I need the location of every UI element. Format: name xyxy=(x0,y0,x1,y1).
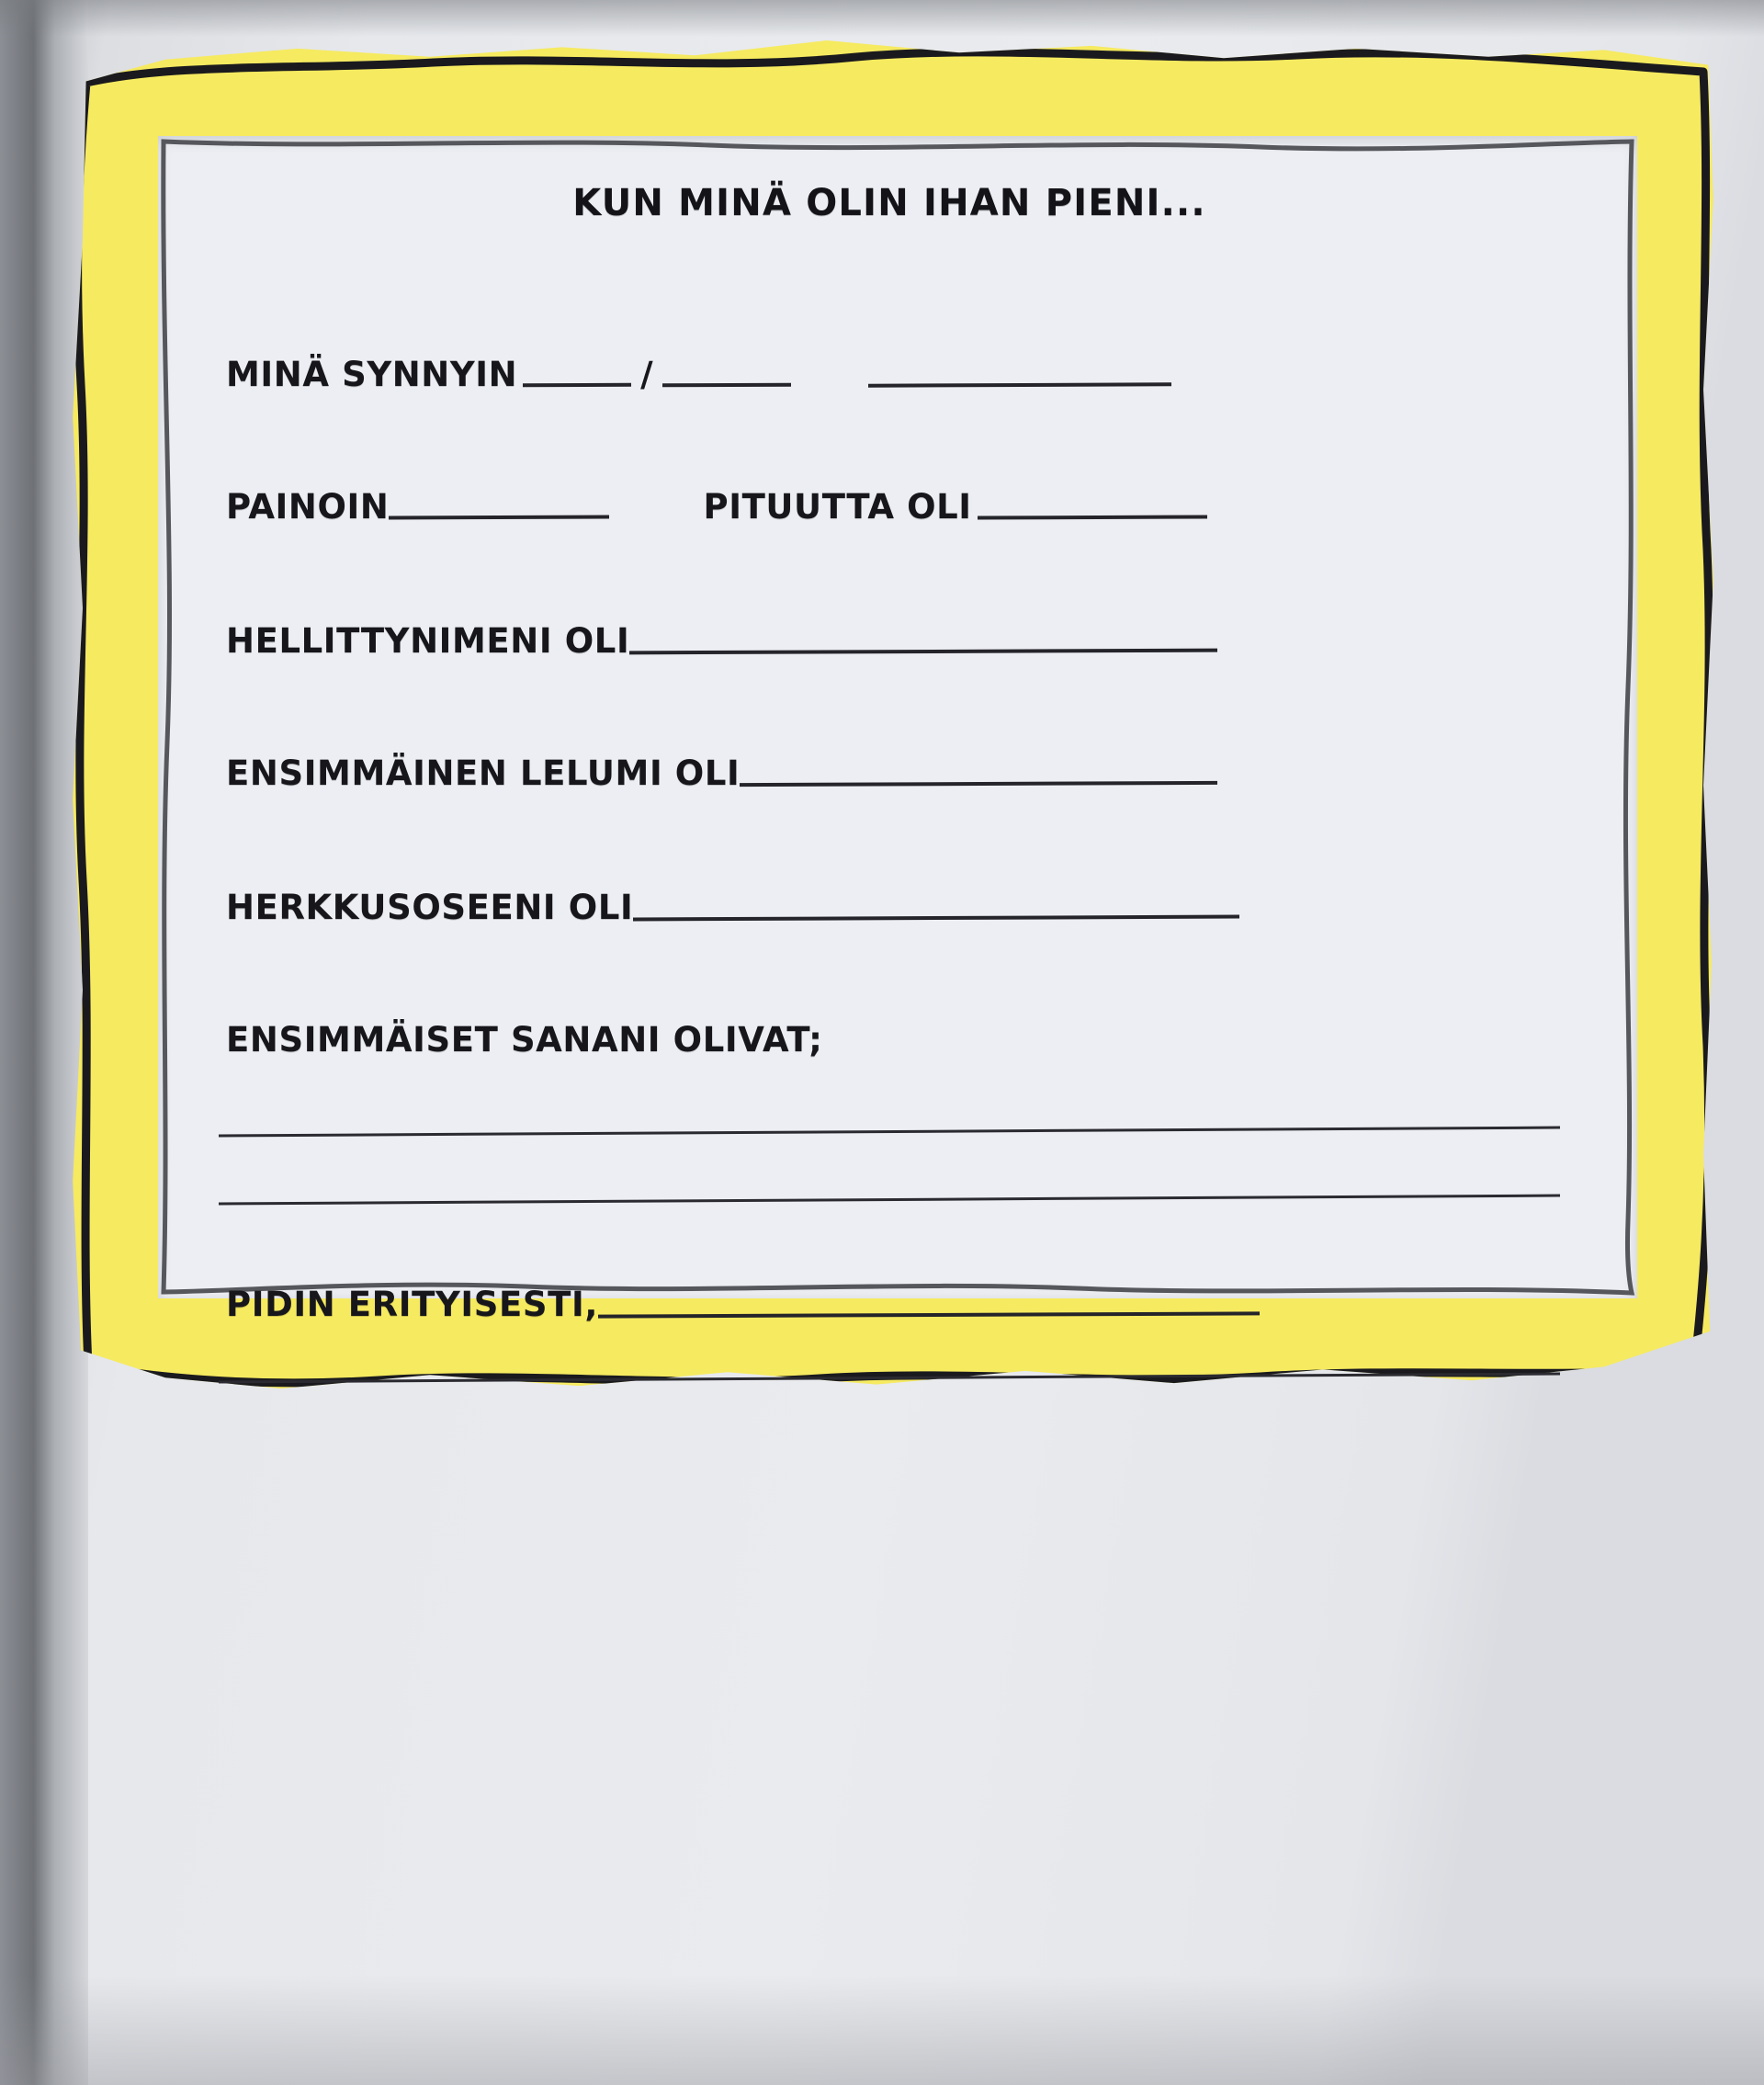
blank-first-toy[interactable] xyxy=(740,781,1217,787)
form-card xyxy=(158,136,1637,1324)
field-row-synnyin xyxy=(226,355,1177,394)
field-label-herkkusose: HERKKUSOSEENI OLI xyxy=(226,888,634,927)
field-label-painoin: PAINOIN xyxy=(226,487,390,527)
blank-height[interactable] xyxy=(978,515,1207,519)
blank-liked-line-1[interactable] xyxy=(598,1311,1260,1318)
blank-birth-year[interactable] xyxy=(868,382,1171,387)
book-spine xyxy=(0,0,88,2085)
page-shadow-bottom xyxy=(0,1975,1764,2085)
field-label-ensimmaiset-sanat: ENSIMMÄISET SANANI OLIVAT; xyxy=(226,1020,823,1059)
blank-birth-month[interactable] xyxy=(662,383,791,388)
field-label-pituus: PITUUTTA OLI xyxy=(703,487,972,527)
blank-favourite-puree[interactable] xyxy=(633,915,1239,922)
field-row-pidin-erityisesti xyxy=(226,1285,1265,1324)
field-row-ensimmaiset-sanat xyxy=(226,1020,823,1059)
field-label-synnyin: MINÄ SYNNYIN xyxy=(226,355,518,394)
blank-first-words-line-2[interactable] xyxy=(219,1195,1560,1206)
field-row-ensimmainen-lelu xyxy=(226,754,1223,793)
field-row-painoin xyxy=(226,487,1213,527)
field-label-pidin-erityisesti: PIDIN ERITYISESTI, xyxy=(226,1285,598,1324)
blank-birth-day[interactable] xyxy=(523,383,631,388)
blank-weight[interactable] xyxy=(389,515,609,519)
field-label-hellittynimi: HELLITTYNIMENI OLI xyxy=(226,621,630,661)
page-title: KUN MINÄ OLIN IHAN PIENI... xyxy=(572,182,1206,224)
field-label-ensimmainen-lelu: ENSIMMÄINEN LELUMI OLI xyxy=(226,754,741,793)
field-row-hellittynimi xyxy=(226,621,1223,661)
field-row-herkkusose xyxy=(226,888,1245,927)
form-content xyxy=(158,136,1637,1324)
page-shadow-top xyxy=(0,0,1764,37)
blank-nickname[interactable] xyxy=(629,649,1217,655)
date-separator: / xyxy=(640,355,654,394)
blank-first-words-line-1[interactable] xyxy=(219,1127,1560,1138)
